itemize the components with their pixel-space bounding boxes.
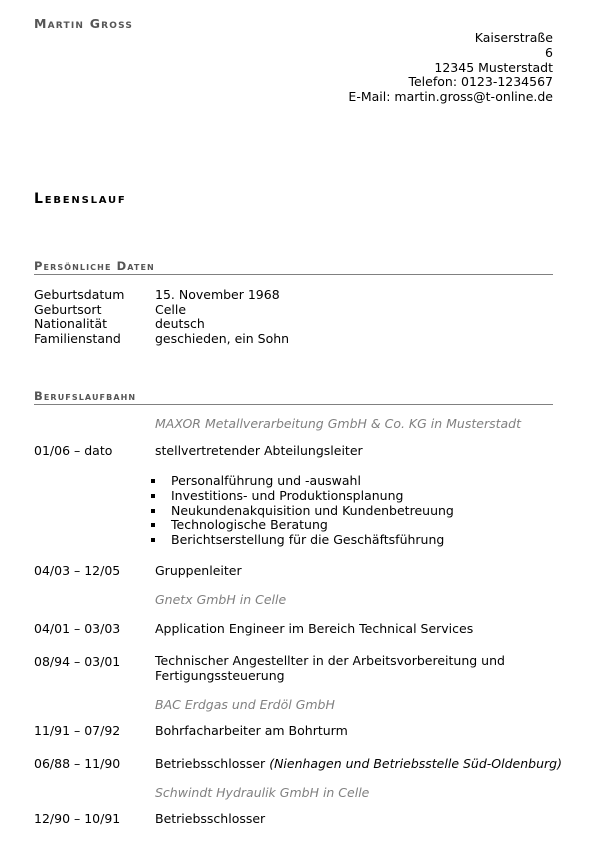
section-heading-personal: Persönliche Daten — [34, 259, 553, 275]
contact-city: 12345 Musterstadt — [434, 59, 553, 75]
position-role: Technischer Angestellter in der Arbeitsvorbereitung und Fertigungssteuerung — [155, 653, 505, 683]
contact-email: E-Mail: martin.gross@t-online.de — [348, 89, 553, 105]
task-list — [150, 474, 454, 548]
position-period: 12/90 – 10/91 — [34, 811, 121, 826]
position-period: 08/94 – 03/01 — [34, 654, 121, 669]
company-name: MAXOR Metallverarbeitung GmbH & Co. KG in Musterstadt — [155, 416, 522, 431]
position-period: 11/91 – 07/92 — [34, 723, 121, 738]
personal-label: Geburtsdatum — [34, 287, 125, 302]
company-name: Gnetx GmbH in Celle — [155, 592, 287, 607]
bullet-icon — [151, 479, 155, 483]
position-role: stellvertretender Abteilungsleiter — [155, 443, 363, 458]
section-heading-career: Berufslaufbahn — [34, 389, 553, 405]
personal-label: Nationalität — [34, 316, 108, 331]
list-item — [150, 504, 454, 519]
position-role: Betriebsschlosser — [155, 756, 266, 771]
task-text: Investitions- und Produktionsplanung — [171, 487, 404, 503]
position-period: 04/03 – 12/05 — [34, 563, 121, 578]
list-item — [150, 518, 454, 533]
position-role-line — [155, 756, 562, 771]
personal-label: Geburtsort — [34, 302, 102, 317]
personal-label: Familienstand — [34, 331, 121, 346]
list-item — [150, 489, 454, 504]
position-role: Bohrfacharbeiter am Bohrturm — [155, 723, 348, 738]
document-title: Lebenslauf — [34, 191, 127, 207]
position-role: Application Engineer im Bereich Technical Services — [155, 621, 474, 636]
contact-phone: Telefon: 0123-1234567 — [408, 74, 553, 90]
contact-house-number: 6 — [545, 44, 553, 60]
list-item — [150, 533, 454, 548]
bullet-icon — [151, 538, 155, 542]
position-period: 04/01 – 03/03 — [34, 621, 121, 636]
position-note: (Nienhagen und Betriebsstelle Süd-Oldenburg) — [269, 756, 562, 771]
task-text: Personalführung und -auswahl — [171, 473, 361, 488]
company-name: BAC Erdgas und Erdöl GmbH — [155, 697, 335, 712]
task-text: Neukundenakquisition und Kundenbetreuung — [171, 502, 454, 518]
personal-value: Celle — [155, 302, 187, 317]
list-item — [150, 474, 454, 489]
company-name: Schwindt Hydraulik GmbH in Celle — [155, 785, 370, 800]
position-role: Betriebsschlosser — [155, 811, 266, 826]
contact-block — [348, 31, 553, 105]
position-role: Gruppenleiter — [155, 563, 242, 578]
contact-street: Kaiserstraße — [474, 30, 553, 45]
applicant-name: Martin Gross — [34, 16, 134, 31]
bullet-icon — [151, 523, 155, 527]
task-text: Berichtserstellung für die Geschäftsführung — [171, 532, 445, 548]
personal-value: geschieden, ein Sohn — [155, 331, 290, 346]
bullet-icon — [151, 509, 155, 513]
position-period: 06/88 – 11/90 — [34, 756, 121, 771]
bullet-icon — [151, 494, 155, 498]
position-period: 01/06 – dato — [34, 443, 113, 458]
personal-value: 15. November 1968 — [155, 287, 280, 302]
personal-value: deutsch — [155, 316, 205, 331]
task-text: Technologische Beratung — [171, 517, 328, 533]
